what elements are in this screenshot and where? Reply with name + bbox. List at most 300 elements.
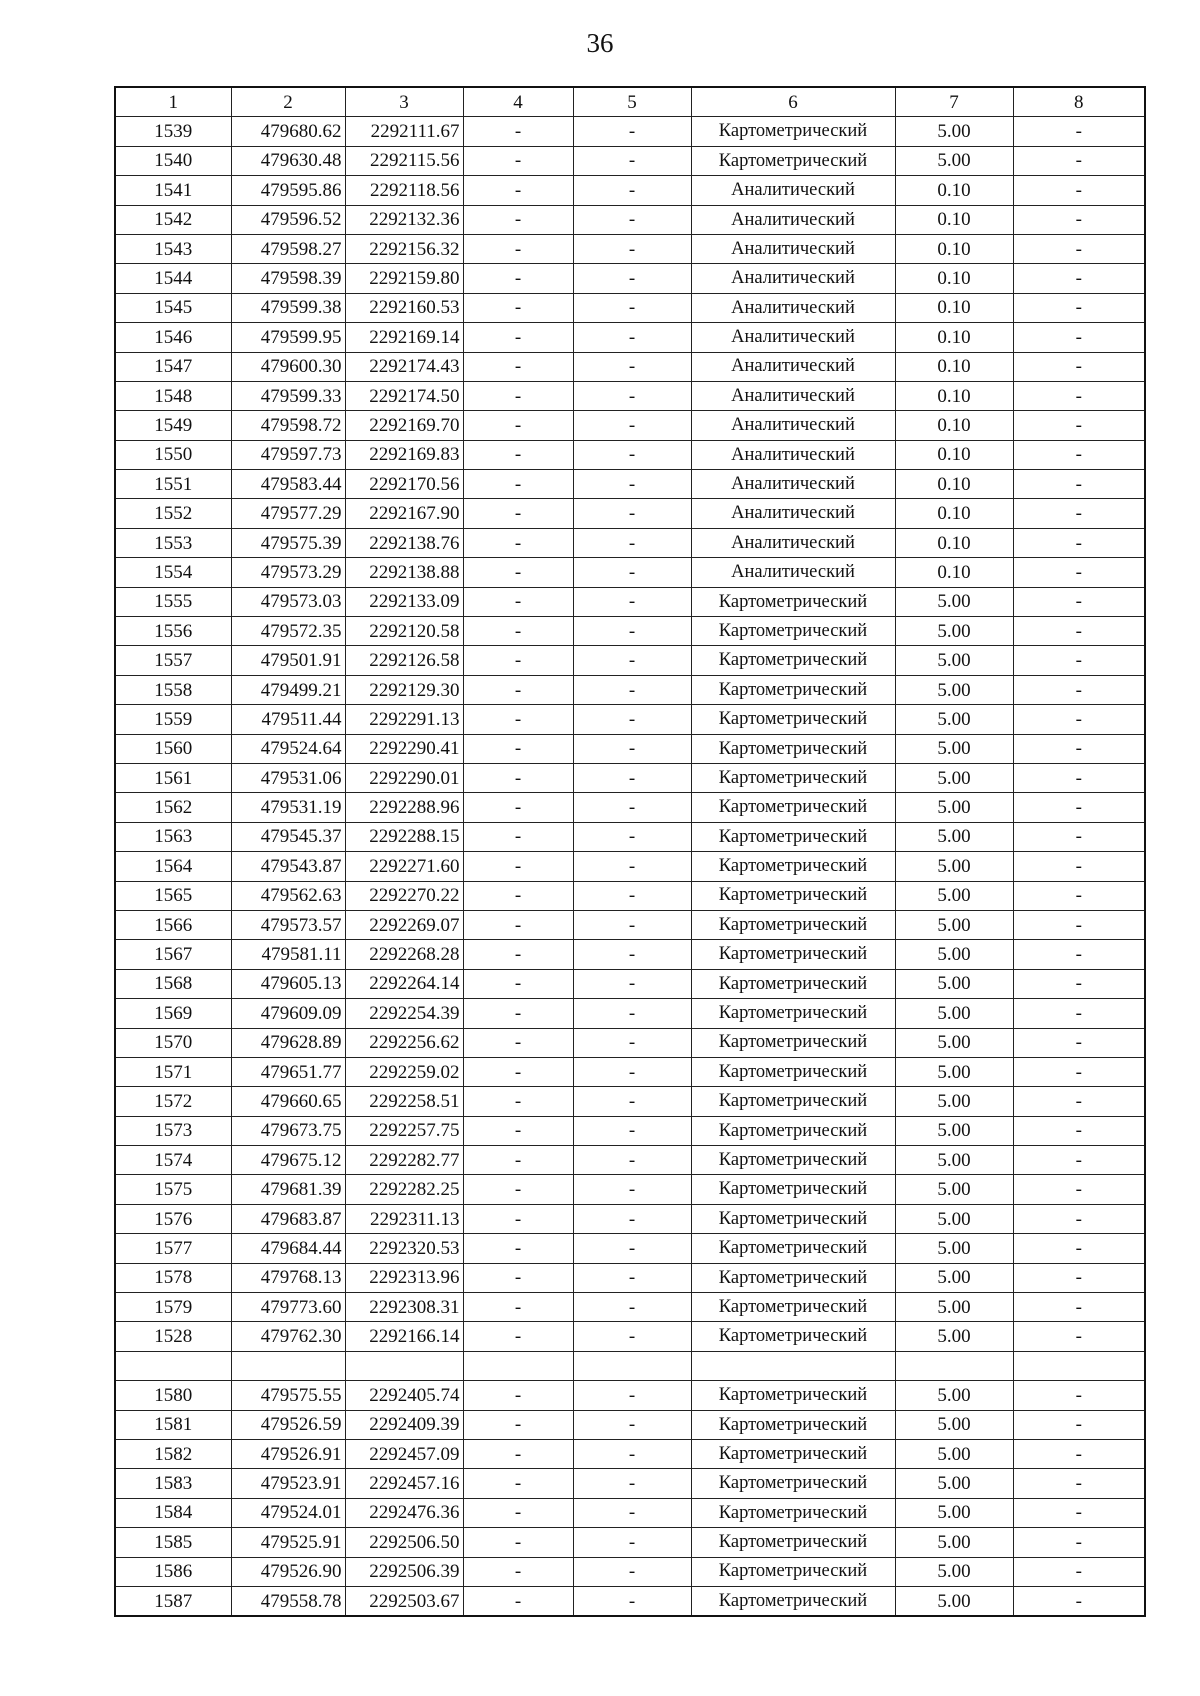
method-cell: Картометрический (691, 1293, 895, 1322)
accuracy-cell: 5.00 (895, 1469, 1013, 1498)
column-8-cell: - (1013, 1322, 1145, 1351)
y-coordinate-cell: 2292170.56 (345, 470, 463, 499)
column-8-cell: - (1013, 763, 1145, 792)
column-5-cell: - (573, 763, 691, 792)
column-5-cell: - (573, 822, 691, 851)
method-cell: Картометрический (691, 1322, 895, 1351)
method-cell: Картометрический (691, 1263, 895, 1292)
x-coordinate-cell: 479628.89 (231, 1028, 345, 1057)
accuracy-cell: 0.10 (895, 264, 1013, 293)
x-coordinate-cell: 479531.06 (231, 763, 345, 792)
point-number-cell: 1552 (115, 499, 231, 528)
y-coordinate-cell: 2292259.02 (345, 1057, 463, 1086)
column-header: 1 (115, 87, 231, 117)
column-5-cell: - (573, 675, 691, 704)
y-coordinate-cell: 2292254.39 (345, 999, 463, 1028)
y-coordinate-cell: 2292159.80 (345, 264, 463, 293)
point-number-cell: 1587 (115, 1586, 231, 1616)
point-number-cell: 1546 (115, 323, 231, 352)
y-coordinate-cell: 2292506.39 (345, 1557, 463, 1586)
accuracy-cell: 5.00 (895, 1410, 1013, 1439)
method-cell: Аналитический (691, 381, 895, 410)
method-cell: Аналитический (691, 352, 895, 381)
column-5-cell: - (573, 1498, 691, 1527)
column-5-cell: - (573, 499, 691, 528)
table-row (115, 293, 1145, 322)
table-row (115, 1322, 1145, 1351)
column-8-cell: - (1013, 1586, 1145, 1616)
column-4-cell: - (463, 1469, 573, 1498)
column-4-cell: - (463, 1586, 573, 1616)
column-5-cell: - (573, 1234, 691, 1263)
column-4-cell: - (463, 734, 573, 763)
x-coordinate-cell: 479501.91 (231, 646, 345, 675)
x-coordinate-cell: 479526.90 (231, 1557, 345, 1586)
point-number-cell: 1572 (115, 1087, 231, 1116)
table-row (115, 1146, 1145, 1175)
column-5-cell: - (573, 1557, 691, 1586)
table-row (115, 675, 1145, 704)
point-number-cell: 1583 (115, 1469, 231, 1498)
accuracy-cell: 5.00 (895, 734, 1013, 763)
point-number-cell: 1570 (115, 1028, 231, 1057)
accuracy-cell: 5.00 (895, 1175, 1013, 1204)
column-8-cell: - (1013, 352, 1145, 381)
column-5-cell: - (573, 1293, 691, 1322)
column-4-cell: - (463, 352, 573, 381)
column-header: 6 (691, 87, 895, 117)
x-coordinate-cell: 479660.65 (231, 1087, 345, 1116)
table-body (115, 117, 1145, 1616)
method-cell: Картометрический (691, 1234, 895, 1263)
column-4-cell: - (463, 205, 573, 234)
x-coordinate-cell: 479511.44 (231, 705, 345, 734)
table-row (115, 1586, 1145, 1616)
column-5-cell: - (573, 323, 691, 352)
x-coordinate-cell: 479596.52 (231, 205, 345, 234)
accuracy-cell: 5.00 (895, 1439, 1013, 1468)
accuracy-cell: 5.00 (895, 1322, 1013, 1351)
accuracy-cell: 0.10 (895, 176, 1013, 205)
method-cell: Аналитический (691, 528, 895, 557)
column-5-cell: - (573, 1116, 691, 1145)
table-row (115, 117, 1145, 146)
y-coordinate-cell: 2292118.56 (345, 176, 463, 205)
y-coordinate-cell: 2292174.50 (345, 381, 463, 410)
accuracy-cell: 5.00 (895, 763, 1013, 792)
x-coordinate-cell: 479577.29 (231, 499, 345, 528)
point-number-cell: 1568 (115, 969, 231, 998)
column-8-cell: - (1013, 411, 1145, 440)
point-number-cell: 1573 (115, 1116, 231, 1145)
column-8-cell: - (1013, 617, 1145, 646)
column-5-cell: - (573, 1175, 691, 1204)
method-cell: Аналитический (691, 264, 895, 293)
column-5-cell: - (573, 1410, 691, 1439)
point-number-cell: 1541 (115, 176, 231, 205)
column-8-cell: - (1013, 910, 1145, 939)
column-5-cell: - (573, 1263, 691, 1292)
column-5-cell: - (573, 470, 691, 499)
column-5-cell: - (573, 176, 691, 205)
column-4-cell: - (463, 1498, 573, 1527)
point-number-cell: 1571 (115, 1057, 231, 1086)
y-coordinate-cell: 2292120.58 (345, 617, 463, 646)
column-4-cell: - (463, 617, 573, 646)
column-4-cell: - (463, 146, 573, 175)
method-cell: Картометрический (691, 793, 895, 822)
table-row (115, 558, 1145, 587)
y-coordinate-cell: 2292264.14 (345, 969, 463, 998)
column-5-cell: - (573, 352, 691, 381)
point-number-cell: 1560 (115, 734, 231, 763)
table-row (115, 1087, 1145, 1116)
method-cell: Картометрический (691, 146, 895, 175)
table-row (115, 617, 1145, 646)
y-coordinate-cell: 2292282.25 (345, 1175, 463, 1204)
y-coordinate-cell: 2292257.75 (345, 1116, 463, 1145)
column-8-cell: - (1013, 969, 1145, 998)
method-cell: Картометрический (691, 1146, 895, 1175)
accuracy-cell: 5.00 (895, 617, 1013, 646)
point-number-cell: 1567 (115, 940, 231, 969)
point-number-cell: 1578 (115, 1263, 231, 1292)
point-number-cell: 1547 (115, 352, 231, 381)
point-number-cell: 1559 (115, 705, 231, 734)
method-cell: Аналитический (691, 499, 895, 528)
column-5-cell: - (573, 734, 691, 763)
method-cell: Картометрический (691, 822, 895, 851)
method-cell: Картометрический (691, 940, 895, 969)
column-header: 4 (463, 87, 573, 117)
point-number-cell: 1562 (115, 793, 231, 822)
column-8-cell: - (1013, 1293, 1145, 1322)
column-8-cell: - (1013, 117, 1145, 146)
y-coordinate-cell: 2292129.30 (345, 675, 463, 704)
table-row (115, 381, 1145, 410)
y-coordinate-cell: 2292506.50 (345, 1528, 463, 1557)
table-row (115, 528, 1145, 557)
method-cell: Картометрический (691, 1204, 895, 1233)
x-coordinate-cell: 479524.01 (231, 1498, 345, 1527)
accuracy-cell: 0.10 (895, 323, 1013, 352)
accuracy-cell: 0.10 (895, 352, 1013, 381)
column-8-cell: - (1013, 499, 1145, 528)
column-8-cell: - (1013, 1410, 1145, 1439)
point-number-cell: 1556 (115, 617, 231, 646)
column-8-cell: - (1013, 293, 1145, 322)
method-cell: Картометрический (691, 1528, 895, 1557)
accuracy-cell: 5.00 (895, 117, 1013, 146)
column-5-cell: - (573, 910, 691, 939)
y-coordinate-cell: 2292320.53 (345, 1234, 463, 1263)
column-5-cell: - (573, 1439, 691, 1468)
accuracy-cell: 5.00 (895, 1293, 1013, 1322)
table-row (115, 734, 1145, 763)
column-4-cell: - (463, 881, 573, 910)
y-coordinate-cell: 2292156.32 (345, 234, 463, 263)
accuracy-cell: 5.00 (895, 1057, 1013, 1086)
table-row (115, 1116, 1145, 1145)
column-5-cell: - (573, 1204, 691, 1233)
point-number-cell: 1544 (115, 264, 231, 293)
accuracy-cell: 0.10 (895, 499, 1013, 528)
x-coordinate-cell: 479558.78 (231, 1586, 345, 1616)
x-coordinate-cell: 479768.13 (231, 1263, 345, 1292)
column-8-cell: - (1013, 558, 1145, 587)
column-5-cell: - (573, 1028, 691, 1057)
x-coordinate-cell: 479545.37 (231, 822, 345, 851)
y-coordinate-cell: 2292282.77 (345, 1146, 463, 1175)
column-header: 5 (573, 87, 691, 117)
accuracy-cell (895, 1351, 1013, 1380)
method-cell: Картометрический (691, 881, 895, 910)
column-5-cell: - (573, 411, 691, 440)
column-4-cell: - (463, 969, 573, 998)
method-cell: Аналитический (691, 323, 895, 352)
x-coordinate-cell: 479573.57 (231, 910, 345, 939)
column-5-cell: - (573, 1381, 691, 1410)
x-coordinate-cell: 479526.59 (231, 1410, 345, 1439)
table-row (115, 1175, 1145, 1204)
accuracy-cell: 5.00 (895, 881, 1013, 910)
method-cell: Картометрический (691, 1175, 895, 1204)
column-5-cell: - (573, 264, 691, 293)
method-cell: Картометрический (691, 852, 895, 881)
column-header: 2 (231, 87, 345, 117)
y-coordinate-cell: 2292115.56 (345, 146, 463, 175)
y-coordinate-cell: 2292290.01 (345, 763, 463, 792)
column-8-cell: - (1013, 381, 1145, 410)
column-5-cell: - (573, 1322, 691, 1351)
table-row (115, 1498, 1145, 1527)
column-4-cell: - (463, 940, 573, 969)
column-4-cell: - (463, 528, 573, 557)
accuracy-cell: 5.00 (895, 852, 1013, 881)
y-coordinate-cell: 2292457.09 (345, 1439, 463, 1468)
column-4-cell: - (463, 293, 573, 322)
column-5-cell: - (573, 587, 691, 616)
column-8-cell: - (1013, 675, 1145, 704)
column-8-cell: - (1013, 1263, 1145, 1292)
accuracy-cell: 0.10 (895, 293, 1013, 322)
accuracy-cell: 0.10 (895, 411, 1013, 440)
x-coordinate-cell: 479543.87 (231, 852, 345, 881)
table-row (115, 1057, 1145, 1086)
x-coordinate-cell: 479673.75 (231, 1116, 345, 1145)
point-number-cell: 1586 (115, 1557, 231, 1586)
accuracy-cell: 5.00 (895, 1586, 1013, 1616)
method-cell: Картометрический (691, 1469, 895, 1498)
column-4-cell: - (463, 470, 573, 499)
column-4-cell: - (463, 1381, 573, 1410)
coordinates-table (114, 86, 1146, 1617)
y-coordinate-cell: 2292311.13 (345, 1204, 463, 1233)
y-coordinate-cell: 2292138.88 (345, 558, 463, 587)
table-header-row (115, 87, 1145, 117)
point-number-cell: 1553 (115, 528, 231, 557)
y-coordinate-cell: 2292169.70 (345, 411, 463, 440)
accuracy-cell: 5.00 (895, 969, 1013, 998)
column-5-cell: - (573, 1469, 691, 1498)
column-5-cell: - (573, 999, 691, 1028)
x-coordinate-cell: 479762.30 (231, 1322, 345, 1351)
method-cell: Картометрический (691, 1586, 895, 1616)
x-coordinate-cell: 479523.91 (231, 1469, 345, 1498)
column-8-cell: - (1013, 1175, 1145, 1204)
x-coordinate-cell: 479675.12 (231, 1146, 345, 1175)
column-4-cell: - (463, 1057, 573, 1086)
x-coordinate-cell: 479573.03 (231, 587, 345, 616)
table-row (115, 1204, 1145, 1233)
x-coordinate-cell: 479630.48 (231, 146, 345, 175)
method-cell: Аналитический (691, 293, 895, 322)
method-cell: Картометрический (691, 999, 895, 1028)
column-8-cell: - (1013, 881, 1145, 910)
x-coordinate-cell: 479599.38 (231, 293, 345, 322)
column-5-cell: - (573, 793, 691, 822)
method-cell: Картометрический (691, 117, 895, 146)
column-4-cell: - (463, 234, 573, 263)
column-5-cell: - (573, 205, 691, 234)
column-5-cell: - (573, 705, 691, 734)
column-8-cell: - (1013, 323, 1145, 352)
column-4-cell: - (463, 176, 573, 205)
point-number-cell: 1545 (115, 293, 231, 322)
y-coordinate-cell: 2292167.90 (345, 499, 463, 528)
x-coordinate-cell: 479599.33 (231, 381, 345, 410)
column-8-cell: - (1013, 176, 1145, 205)
x-coordinate-cell: 479651.77 (231, 1057, 345, 1086)
table-row (115, 234, 1145, 263)
x-coordinate-cell: 479597.73 (231, 440, 345, 469)
accuracy-cell: 5.00 (895, 1263, 1013, 1292)
column-4-cell: - (463, 999, 573, 1028)
column-5-cell (573, 1351, 691, 1380)
column-4-cell: - (463, 264, 573, 293)
column-4-cell: - (463, 1234, 573, 1263)
column-8-cell: - (1013, 1528, 1145, 1557)
column-8-cell: - (1013, 940, 1145, 969)
method-cell: Аналитический (691, 234, 895, 263)
method-cell: Аналитический (691, 205, 895, 234)
column-5-cell: - (573, 1146, 691, 1175)
point-number-cell: 1579 (115, 1293, 231, 1322)
x-coordinate-cell: 479595.86 (231, 176, 345, 205)
method-cell: Аналитический (691, 558, 895, 587)
table-row (115, 1439, 1145, 1468)
point-number-cell: 1585 (115, 1528, 231, 1557)
point-number-cell: 1549 (115, 411, 231, 440)
x-coordinate-cell: 479773.60 (231, 1293, 345, 1322)
method-cell: Картометрический (691, 910, 895, 939)
column-8-cell: - (1013, 646, 1145, 675)
method-cell: Картометрический (691, 1381, 895, 1410)
accuracy-cell: 5.00 (895, 146, 1013, 175)
point-number-cell: 1561 (115, 763, 231, 792)
x-coordinate-cell: 479605.13 (231, 969, 345, 998)
y-coordinate-cell (345, 1351, 463, 1380)
point-number-cell: 1555 (115, 587, 231, 616)
column-8-cell: - (1013, 528, 1145, 557)
column-4-cell: - (463, 705, 573, 734)
column-8-cell: - (1013, 1381, 1145, 1410)
accuracy-cell: 0.10 (895, 470, 1013, 499)
x-coordinate-cell: 479573.29 (231, 558, 345, 587)
table-row (115, 822, 1145, 851)
column-4-cell: - (463, 910, 573, 939)
table-row (115, 146, 1145, 175)
column-4-cell: - (463, 411, 573, 440)
table-row (115, 323, 1145, 352)
point-number-cell: 1558 (115, 675, 231, 704)
method-cell: Картометрический (691, 1439, 895, 1468)
x-coordinate-cell: 479525.91 (231, 1528, 345, 1557)
column-8-cell: - (1013, 587, 1145, 616)
column-5-cell: - (573, 852, 691, 881)
column-8-cell: - (1013, 1028, 1145, 1057)
table-row (115, 910, 1145, 939)
table-row (115, 1528, 1145, 1557)
table-row (115, 763, 1145, 792)
column-5-cell: - (573, 969, 691, 998)
y-coordinate-cell: 2292160.53 (345, 293, 463, 322)
column-5-cell: - (573, 146, 691, 175)
x-coordinate-cell: 479531.19 (231, 793, 345, 822)
point-number-cell: 1548 (115, 381, 231, 410)
column-4-cell: - (463, 763, 573, 792)
column-8-cell: - (1013, 205, 1145, 234)
x-coordinate-cell: 479600.30 (231, 352, 345, 381)
table-row (115, 352, 1145, 381)
column-8-cell: - (1013, 1146, 1145, 1175)
table-row (115, 587, 1145, 616)
accuracy-cell: 5.00 (895, 705, 1013, 734)
page-number: 36 (586, 28, 614, 58)
method-cell (691, 1351, 895, 1380)
column-4-cell (463, 1351, 573, 1380)
table-row (115, 793, 1145, 822)
accuracy-cell: 0.10 (895, 205, 1013, 234)
x-coordinate-cell: 479575.39 (231, 528, 345, 557)
table-row (115, 881, 1145, 910)
method-cell: Картометрический (691, 969, 895, 998)
y-coordinate-cell: 2292290.41 (345, 734, 463, 763)
table-row (115, 1234, 1145, 1263)
point-number-cell: 1565 (115, 881, 231, 910)
column-4-cell: - (463, 1263, 573, 1292)
y-coordinate-cell: 2292288.15 (345, 822, 463, 851)
method-cell: Картометрический (691, 646, 895, 675)
column-8-cell: - (1013, 1087, 1145, 1116)
x-coordinate-cell: 479575.55 (231, 1381, 345, 1410)
x-coordinate-cell: 479524.64 (231, 734, 345, 763)
point-number-cell: 1564 (115, 852, 231, 881)
method-cell: Аналитический (691, 176, 895, 205)
x-coordinate-cell: 479599.95 (231, 323, 345, 352)
table-row (115, 1469, 1145, 1498)
table-row (115, 1293, 1145, 1322)
table-row (115, 1381, 1145, 1410)
column-4-cell: - (463, 558, 573, 587)
column-header: 8 (1013, 87, 1145, 117)
accuracy-cell: 5.00 (895, 1498, 1013, 1527)
column-5-cell: - (573, 381, 691, 410)
column-4-cell: - (463, 1439, 573, 1468)
point-number-cell: 1542 (115, 205, 231, 234)
method-cell: Картометрический (691, 1557, 895, 1586)
method-cell: Картометрический (691, 1410, 895, 1439)
